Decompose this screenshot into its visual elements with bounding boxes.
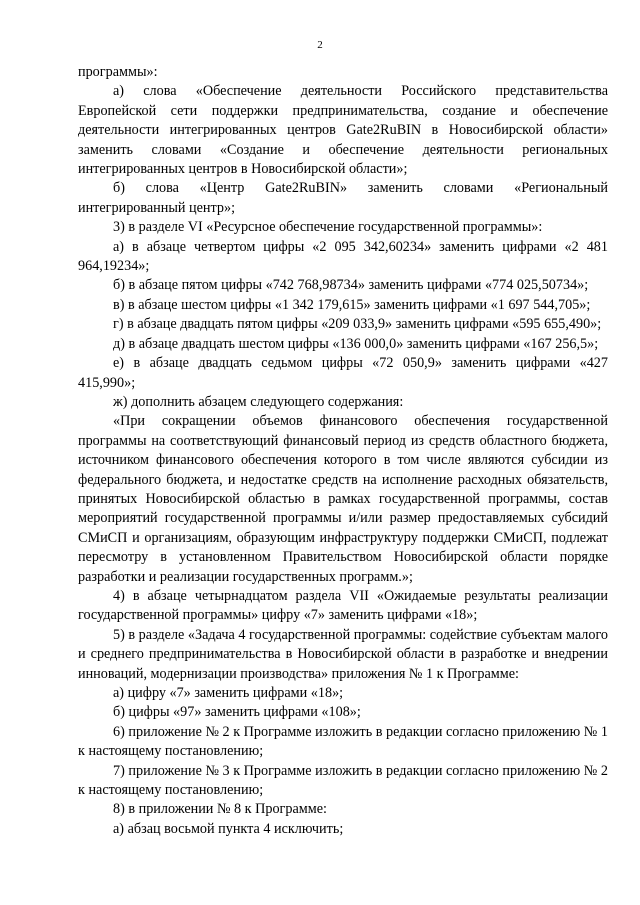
paragraph: 8) в приложении № 8 к Программе: [113,801,327,818]
paragraph: б) цифры «97» заменить цифрами «108»; [113,704,361,721]
paragraph: а) в абзаце четвертом цифры «2 095 342,60234» заменить цифрами «2 481 964,19234»; [78,238,608,275]
paragraph: б) в абзаце пятом цифры «742 768,98734» заменить цифрами «774 025,50734»; [113,277,589,294]
paragraph: е) в абзаце двадцать седьмом цифры «72 050,9» заменить цифрами «427 415,990»; [78,355,608,391]
paragraph: а) цифру «7» заменить цифрами «18»; [113,685,344,701]
paragraph: 7) приложение № 3 к Программе изложить в редакции согласно приложению № 2 к настоящему постановлению; [78,762,608,799]
paragraph: а) абзац восьмой пункта 4 исключить; [113,820,344,837]
paragraph: 5) в разделе «Задача 4 государственной программы: содействие субъектам малого и среднего предпринимательства в Новосибирской области в разработке и внедрении инноваций, модернизации производства» приложения № 1 к Программе: [78,626,608,682]
page-number: 2 [317,39,323,51]
paragraph: д) в абзаце двадцать шестом цифры «136 000,0» заменить цифрами «167 256,5»; [113,335,599,352]
paragraph: «При сокращении объемов финансового обеспечения государственной программы на соответствующий финансовый период из средств областного бюджета, источником финансового обеспечения которого в том числе являются субсидии из федерального бюджета, и недостатке средств на исполнение расходных обязательств, принятых Новосибирской областью в рамках государственной программы, состав мероприятий государственной программы и/или размер предоставляемых субсидий СМиСП и организациям, образующим инфраструктуру поддержки СМиСП, подлежат пересмотру в установленном Правительством Новосибирской области порядке разработки и реализации государственных программ.»; [78,413,608,585]
document-body [78,63,608,839]
paragraph: б) слова «Центр Gate2RuBIN» заменить словами «Региональный интегрированный центр»; [78,180,608,216]
paragraph: 6) приложение № 2 к Программе изложить в редакции согласно приложению № 1 к настоящему постановлению; [78,723,608,760]
paragraph: а) слова «Обеспечение деятельности Российского представительства Европейской сети поддержки предпринимательства, создание и обеспечение деятельности интегрированных центров Gate2RuBIN в Новосибирской области» заменить словами «Создание и обеспечение деятельности региональных интегрированных центров в Новосибирской области»; [78,83,608,178]
paragraph: 3) в разделе VI «Ресурсное обеспечение государственной программы»: [113,219,543,236]
paragraph: программы»: [78,64,158,80]
paragraph: ж) дополнить абзацем следующего содержания: [113,393,404,410]
paragraph: 4) в абзаце четырнадцатом раздела VII «Ожидаемые результаты реализации государственной программы» цифру «7» заменить цифрами «18»; [78,587,608,624]
paragraph: в) в абзаце шестом цифры «1 342 179,615» заменить цифрами «1 697 544,705»; [113,296,591,313]
paragraph: г) в абзаце двадцать пятом цифры «209 033,9» заменить цифрами «595 655,490»; [113,316,602,333]
